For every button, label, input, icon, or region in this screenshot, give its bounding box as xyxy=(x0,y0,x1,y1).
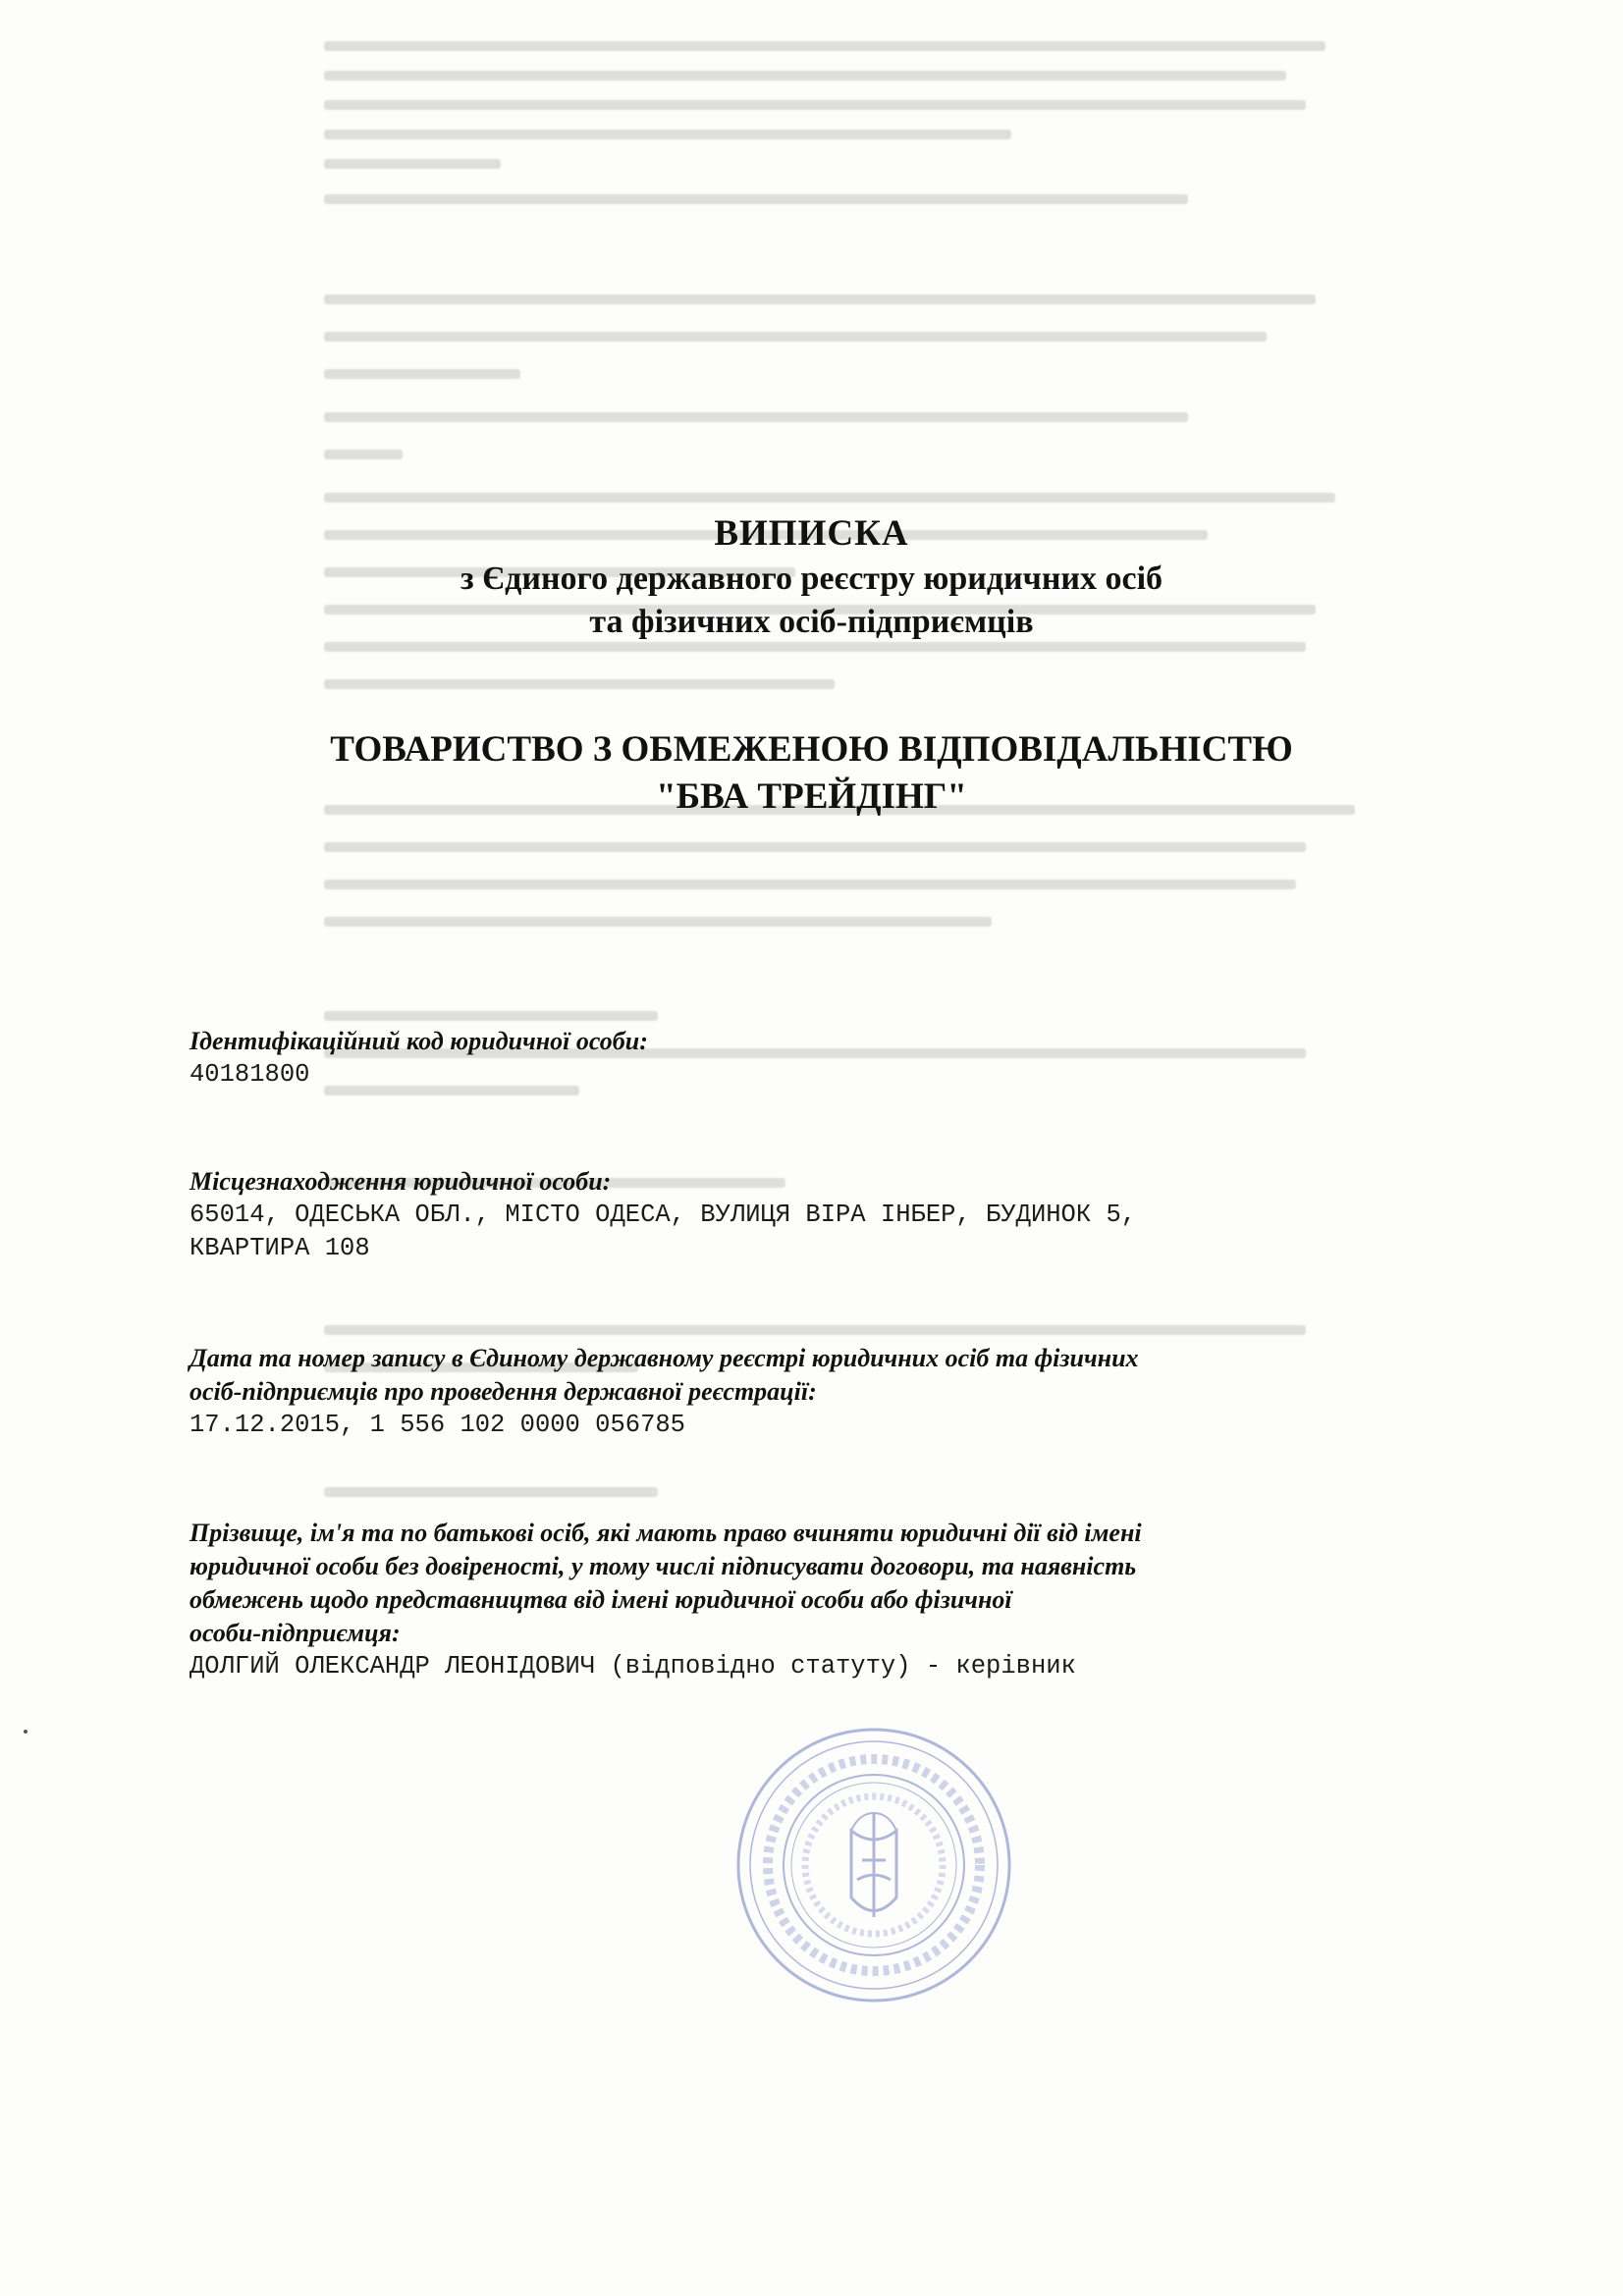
representatives-label-line-2: юридичної особи без довіреності, у тому числі підписувати договори, та наявність xyxy=(189,1552,1137,1580)
id-code-label: Ідентифікаційний код юридичної особи: xyxy=(189,1027,648,1055)
id-code-value: 40181800 xyxy=(189,1060,310,1089)
document-subtitle-line-1: з Єдиного державного реєстру юридичних осіб xyxy=(460,561,1163,597)
organization-name-line-1: ТОВАРИСТВО З ОБМЕЖЕНОЮ ВІДПОВІДАЛЬНІСТЮ xyxy=(330,729,1293,770)
id-code-section xyxy=(189,1025,1446,1092)
location-label: Місцезнаходження юридичної особи: xyxy=(189,1167,612,1196)
representatives-label-line-4: особи-підприємця: xyxy=(189,1619,401,1647)
official-stamp-icon xyxy=(731,1723,1016,2007)
registration-label-line-2: осіб-підприємців про проведення державної реєстрації: xyxy=(189,1377,817,1406)
location-value-line-1: 65014, ОДЕСЬКА ОБЛ., МІСТО ОДЕСА, ВУЛИЦЯ ВІРА ІНБЕР, БУДИНОК 5, xyxy=(189,1201,1137,1229)
registration-value: 17.12.2015, 1 556 102 0000 056785 xyxy=(189,1411,685,1439)
document-subtitle-line-2: та фізичних осіб-підприємців xyxy=(589,604,1034,640)
location-section xyxy=(189,1165,1446,1265)
organization-name-line-2: "БВА ТРЕЙДІНГ" xyxy=(656,776,967,817)
location-value-line-2: КВАРТИРА 108 xyxy=(189,1234,370,1262)
registration-label-line-1: Дата та номер запису в Єдиному державному реєстрі юридичних осіб та фізичних xyxy=(189,1344,1139,1372)
organization-name xyxy=(0,726,1623,821)
document-title: ВИПИСКА xyxy=(714,513,909,554)
representatives-section xyxy=(189,1517,1446,1683)
document-header xyxy=(0,510,1623,644)
registration-section xyxy=(189,1342,1446,1442)
representatives-label-line-3: обмежень щодо представництва від імені юридичної особи або фізичної xyxy=(189,1585,1012,1614)
representatives-value: ДОЛГИЙ ОЛЕКСАНДР ЛЕОНІДОВИЧ (відповідно статуту) - керівник xyxy=(189,1652,1076,1681)
representatives-label-line-1: Прізвище, ім'я та по батькові осіб, які мають право вчиняти юридичні дії від імені xyxy=(189,1519,1142,1547)
scan-speck xyxy=(24,1730,27,1734)
